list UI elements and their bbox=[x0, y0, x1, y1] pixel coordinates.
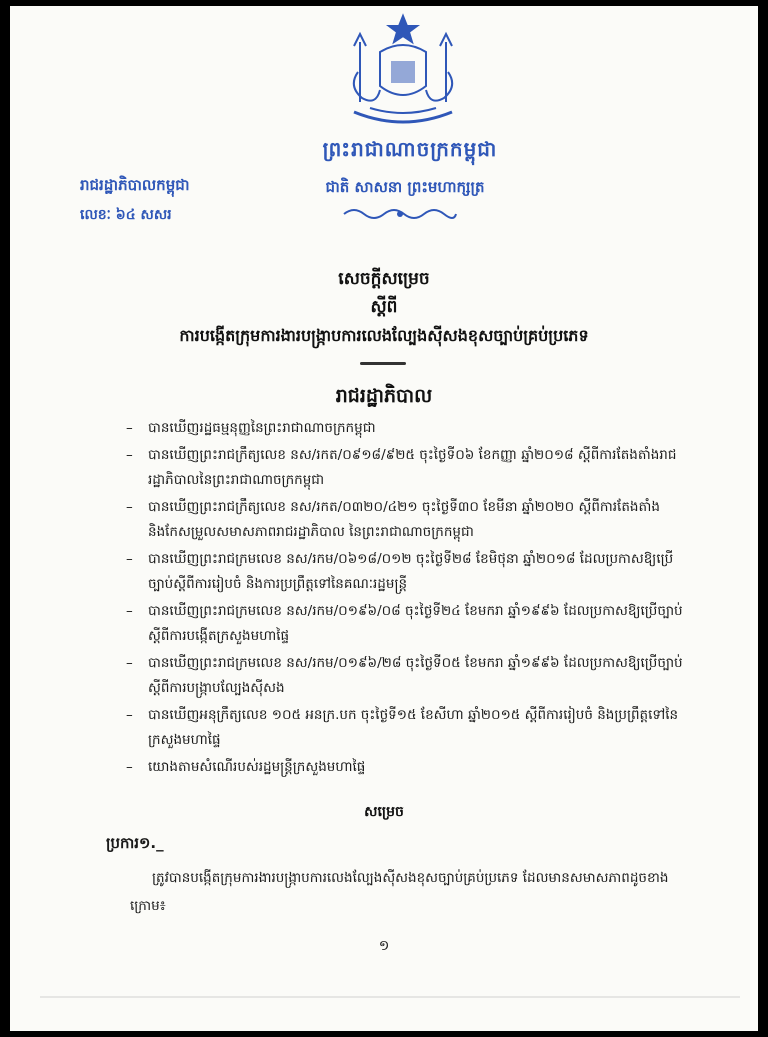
page-number: ១ bbox=[378, 938, 390, 954]
list-dash: – bbox=[126, 759, 133, 775]
decision-heading: សម្រេច bbox=[364, 804, 404, 820]
article-text: ត្រូវបានបង្កើតក្រុមការងារបង្ក្រាបការលេងល្បែងស៊ីសងខុសច្បាប់គ្រប់ប្រភេទ ដែលមានសមាសភាពដូចខាងក្រោម៖ bbox=[130, 870, 669, 914]
list-dash: – bbox=[126, 551, 133, 567]
list-item bbox=[126, 651, 686, 701]
list-dash: – bbox=[126, 707, 133, 723]
preamble-clauses bbox=[126, 416, 686, 782]
list-item bbox=[126, 547, 686, 597]
list-dash: – bbox=[126, 655, 133, 671]
clause-text: យោងតាមសំណើរបស់រដ្ឋមន្ត្រីក្រសួងមហាផ្ទៃ bbox=[148, 759, 366, 775]
list-item bbox=[126, 443, 686, 493]
list-dash: – bbox=[126, 420, 133, 436]
kingdom-name: ព្រះរាជាណាចក្រកម្ពុជា bbox=[322, 137, 498, 161]
royal-coat-of-arms-icon bbox=[340, 12, 466, 130]
article-label: ប្រការ១._ bbox=[106, 834, 164, 852]
clause-text: បានឃើញព្រះរាជក្រមលេខ នស/រកម/០៦១៨/០១២ ចុះថ្ងៃទី២៨ ខែមិថុនា ឆ្នាំ២០១៨ ដែលប្រកាសឱ្យប្រើច្បាប់ស្តីពីការរៀបចំ និងការប្រព្រឹត្តទៅនៃគណៈរដ្ឋមន្ត្រី bbox=[148, 551, 674, 592]
national-motto: ជាតិ សាសនា ព្រះមហាក្សត្រ bbox=[325, 178, 485, 196]
paper-fold-line bbox=[40, 996, 740, 998]
list-item bbox=[126, 416, 686, 441]
clause-text: បានឃើញរដ្ឋធម្មនុញ្ញនៃព្រះរាជាណាចក្រកម្ពុជា bbox=[148, 420, 376, 436]
list-item bbox=[126, 703, 686, 753]
issuing-government: រាជរដ្ឋាភិបាលកម្ពុជា bbox=[80, 176, 190, 194]
ornament-flourish-icon bbox=[340, 204, 460, 224]
title-divider bbox=[360, 362, 406, 365]
decision-title: សេចក្តីសម្រេច bbox=[338, 269, 430, 289]
list-item bbox=[126, 495, 686, 545]
list-dash: – bbox=[126, 603, 133, 619]
reference-number: លេខៈ ៦៤ សសរ bbox=[80, 207, 172, 223]
list-item bbox=[126, 755, 686, 780]
title-about: ស្តីពី bbox=[370, 297, 398, 317]
clause-text: បានឃើញព្រះរាជក្រឹត្យលេខ នស/រកត/០៩១៨/៩២៥ ចុះថ្ងៃទី០៦ ខែកញ្ញា ឆ្នាំ២០១៨ ស្តីពីការតែងតាំងរាជរដ្ឋាភិបាលនៃព្រះរាជាណាចក្រកម្ពុជា bbox=[148, 447, 677, 488]
issuing-authority: រាជរដ្ឋាភិបាល bbox=[335, 385, 433, 407]
list-dash: – bbox=[126, 447, 133, 463]
clause-text: បានឃើញព្រះរាជក្រមលេខ នស/រកម/០១៩៦/២៨ ចុះថ្ងៃទី០៥ ខែមករា ឆ្នាំ១៩៩៦ ដែលប្រកាសឱ្យប្រើច្បាប់ស្តីពីការបង្ក្រាបល្បែងស៊ីសង bbox=[148, 655, 683, 696]
decree-page bbox=[10, 6, 758, 1031]
list-dash: – bbox=[126, 499, 133, 515]
clause-text: បានឃើញព្រះរាជក្រឹត្យលេខ នស/រកត/០៣២០/៤២១ ចុះថ្ងៃទី៣០ ខែមីនា ឆ្នាំ២០២០ ស្តីពីការតែងតាំង និងកែសម្រួលសមាសភាពរាជរដ្ឋាភិបាល នៃព្រះរាជាណាចក្រកម្ពុជា bbox=[148, 499, 660, 540]
decision-subject: ការបង្កើតក្រុមការងារបង្ក្រាបការលេងល្បែងស៊ីសងខុសច្បាប់គ្រប់ប្រភេទ bbox=[179, 326, 589, 345]
clause-text: បានឃើញព្រះរាជក្រមលេខ នស/រកម/០១៩៦/០៨ ចុះថ្ងៃទី២៤ ខែមករា ឆ្នាំ១៩៩៦ ដែលប្រកាសឱ្យប្រើច្បាប់ស្តីពីការបង្កើតក្រសួងមហាផ្ទៃ bbox=[148, 603, 683, 644]
clause-text: បានឃើញអនុក្រឹត្យលេខ ១០៥ អនក្រ.បក ចុះថ្ងៃទី១៥ ខែសីហា ឆ្នាំ២០១៥ ស្តីពីការរៀបចំ និងប្រព្រឹត្តទៅនៃក្រសួងមហាផ្ទៃ bbox=[148, 707, 679, 748]
list-item bbox=[126, 599, 686, 649]
